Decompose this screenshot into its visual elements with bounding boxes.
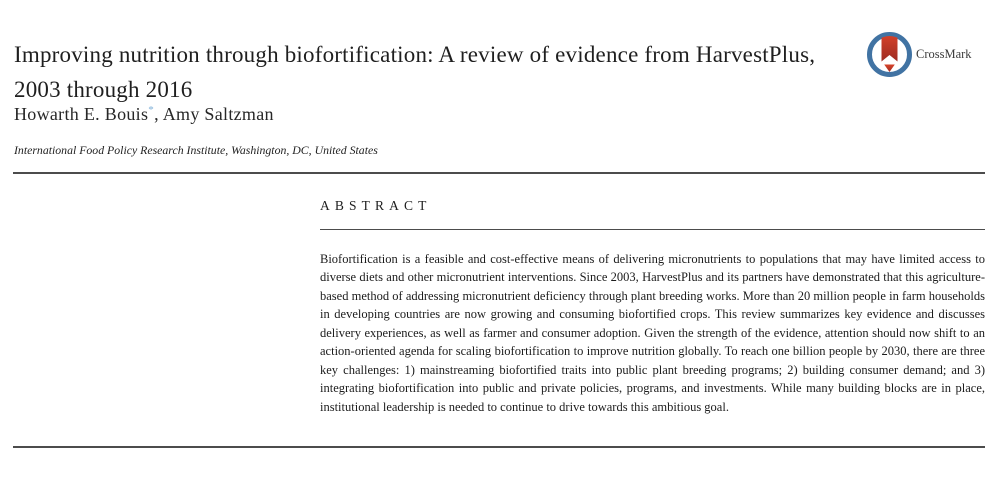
divider-bottom	[13, 446, 985, 448]
affiliation: International Food Policy Research Institute, Washington, DC, United States	[14, 143, 378, 157]
divider-abstract-heading	[320, 229, 985, 230]
abstract-heading: ABSTRACT	[320, 198, 432, 213]
abstract-text: Biofortification is a feasible and cost-effective means of delivering micronutrients to populations that may have limited access to diverse diets and other micronutrient interventions. Since 2003, HarvestPlus and its partners have demonstrated that this agriculture-based method of addressing micronutrient deficiency through plant breeding works. More than 20 million people in farm households in developing countries are now growing and consuming biofortified crops. This review summarizes key evidence and discusses delivery experiences, as well as farmer and consumer adoption. Given the strength of the evidence, attention should now shift to an action-oriented agenda for scaling biofortification to improve nutrition globally. To reach one billion people by 2030, there are three key challenges: 1) mainstreaming biofortified traits into public plant breeding programs; 2) building consumer demand; and 3) integrating biofortification into public and private policies, programs, and investments. While many building blocks are in place, institutional leadership is needed to continue to drive towards this ambitious goal.	[320, 251, 985, 414]
divider-top	[13, 172, 985, 174]
crossmark-logo-icon	[866, 31, 913, 78]
author-name-2: , Amy Saltzman	[154, 104, 274, 124]
crossmark-badge[interactable]	[866, 31, 972, 78]
crossmark-label: CrossMark	[916, 47, 972, 61]
author-line	[14, 104, 274, 125]
article-title: Improving nutrition through biofortification: A review of evidence from HarvestPlus, 2003 through 2016	[14, 42, 816, 103]
corresponding-author-link[interactable]: *	[148, 104, 155, 116]
author-name-1: Howarth E. Bouis	[14, 104, 149, 124]
